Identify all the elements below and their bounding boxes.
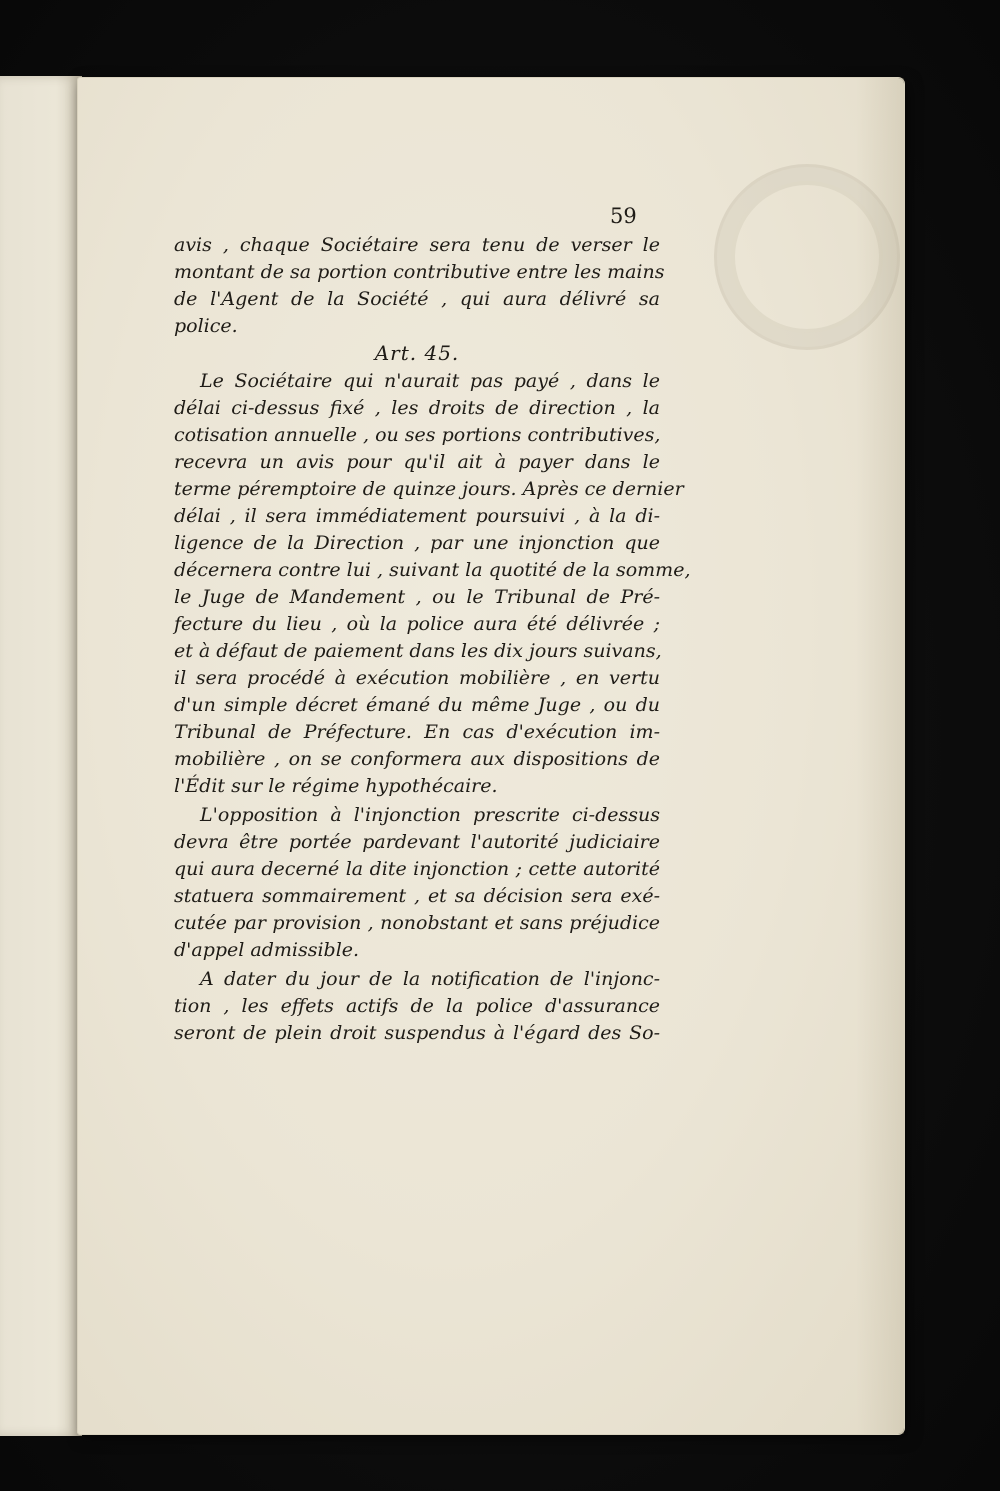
text-line: ligence de la Direction , par une injonction que xyxy=(174,532,660,554)
text-line: cutée par provision , nonobstant et sans préjudice xyxy=(174,912,660,934)
text-line: police. xyxy=(174,315,238,337)
text-line: terme péremptoire de quinze jours. Après ce dernier xyxy=(174,478,684,500)
previous-page-edge xyxy=(0,76,82,1436)
text-line: Tribunal de Préfecture. En cas d'exécution im- xyxy=(174,721,660,743)
text-line: le Juge de Mandement , ou le Tribunal de Pré- xyxy=(174,586,660,608)
text-line: montant de sa portion contributive entre les mains xyxy=(174,261,665,283)
text-line: L'opposition à l'injonction prescrite ci-dessus xyxy=(200,804,660,826)
text-line: mobilière , on se conformera aux dispositions de xyxy=(174,748,660,770)
text-line: d'appel admissible. xyxy=(174,939,360,961)
text-line: devra être portée pardevant l'autorité judiciaire xyxy=(174,831,660,853)
text-line: et à défaut de paiement dans les dix jours suivans, xyxy=(174,640,662,662)
text-line: seront de plein droit suspendus à l'égard des So- xyxy=(174,1022,660,1044)
text-line: qui aura decerné la dite injonction ; cette autorité xyxy=(174,858,660,880)
text-line: d'un simple décret émané du même Juge , ou du xyxy=(174,694,660,716)
text-line: délai , il sera immédiatement poursuivi , à la di- xyxy=(174,505,660,527)
text-line: A dater du jour de la notification de l'injonc- xyxy=(200,968,660,990)
text-line: recevra un avis pour qu'il ait à payer dans le xyxy=(174,451,660,473)
text-line: il sera procédé à exécution mobilière , en vertu xyxy=(174,667,660,689)
text-line: de l'Agent de la Société , qui aura délivré sa xyxy=(174,288,660,310)
embossed-seal xyxy=(714,164,900,350)
text-line: l'Édit sur le régime hypothécaire. xyxy=(174,775,498,797)
text-line: cotisation annuelle , ou ses portions contributives, xyxy=(174,424,661,446)
text-line: fecture du lieu , où la police aura été délivrée ; xyxy=(174,613,660,635)
text-line: décernera contre lui , suivant la quotité de la somme, xyxy=(174,559,691,581)
text-line: avis , chaque Sociétaire sera tenu de verser le xyxy=(174,234,660,256)
article-heading: Art. 45. xyxy=(374,341,460,365)
text-line: délai ci-dessus fixé , les droits de direction , la xyxy=(174,397,660,419)
page-number: 59 xyxy=(610,204,637,228)
text-line: tion , les effets actifs de la police d'assurance xyxy=(174,995,660,1017)
text-line: statuera sommairement , et sa décision sera exé- xyxy=(174,885,660,907)
text-line: Le Sociétaire qui n'aurait pas payé , dans le xyxy=(200,370,660,392)
